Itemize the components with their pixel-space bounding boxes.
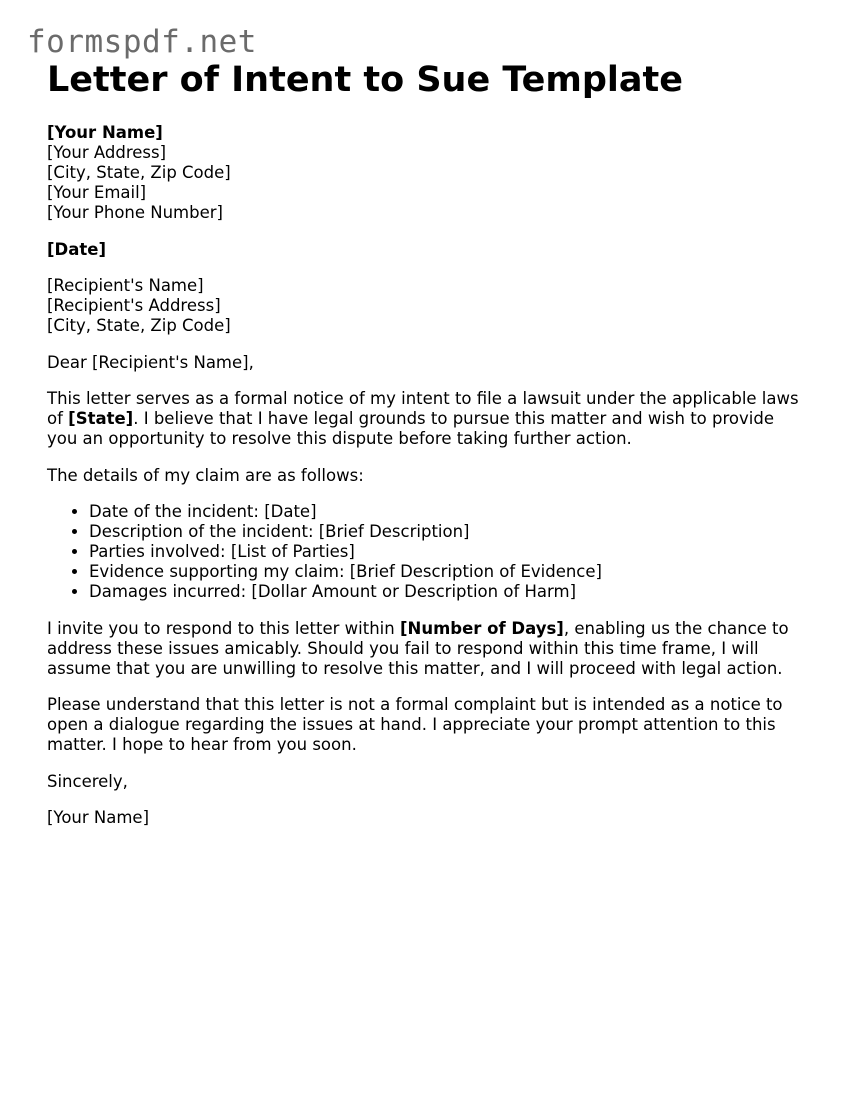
response-paragraph	[47, 619, 817, 679]
list-item: • Description of the incident: [Brief Description]	[89, 522, 817, 542]
list-item: • Parties involved: [List of Parties]	[89, 542, 817, 562]
recipient-name: [Recipient's Name]	[47, 276, 204, 295]
letter-date: [Date]	[47, 239, 106, 259]
list-item: • Date of the incident: [Date]	[89, 502, 817, 522]
intent-paragraph	[47, 389, 817, 449]
paragraph-line: you an opportunity to resolve this dispute before taking further action.	[47, 429, 632, 448]
recipient-block	[47, 276, 817, 336]
document-title: Letter of Intent to Sue Template	[47, 60, 683, 100]
sender-name: [Your Name]	[47, 123, 163, 142]
paragraph-line: address these issues amicably. Should you fail to respond within this time frame, I will	[47, 638, 759, 658]
watermark: formspdf.net	[27, 24, 257, 60]
sender-phone: [Your Phone Number]	[47, 203, 223, 222]
list-item: • Damages incurred: [Dollar Amount or Description of Harm]	[89, 582, 817, 602]
details-intro: The details of my claim are as follows:	[47, 465, 364, 485]
paragraph-line: open a dialogue regarding the issues at hand. I appreciate your prompt attention to this	[47, 715, 776, 734]
state-placeholder: [State]	[68, 409, 134, 428]
paragraph-line: assume that you are unwilling to resolve this matter, and I will proceed with legal action.	[47, 658, 783, 678]
sender-email: [Your Email]	[47, 183, 147, 202]
text-segment: I invite you to respond to this letter within	[47, 618, 400, 638]
recipient-address: [Recipient's Address]	[47, 296, 221, 315]
paragraph-line	[47, 619, 817, 639]
salutation: Dear [Recipient's Name],	[47, 352, 254, 372]
recipient-city: [City, State, Zip Code]	[47, 316, 231, 335]
sender-block	[47, 123, 817, 223]
text-segment: , enabling us the chance to	[563, 618, 789, 638]
text-segment: . I believe that I have legal grounds to pursue this matter and wish to provide	[133, 409, 774, 428]
paragraph-line: This letter serves as a formal notice of my intent to file a lawsuit under the applicable laws	[47, 389, 799, 408]
letter-body	[47, 123, 817, 828]
notice-paragraph	[47, 695, 817, 755]
sender-address: [Your Address]	[47, 143, 167, 162]
claim-details-list	[47, 502, 817, 602]
closing: Sincerely,	[47, 771, 128, 791]
list-item: • Evidence supporting my claim: [Brief Description of Evidence]	[89, 562, 817, 582]
paragraph-line	[47, 409, 817, 429]
paragraph-line: Please understand that this letter is not a formal complaint but is intended as a notice to	[47, 695, 783, 714]
text-segment: of	[47, 409, 69, 428]
signature: [Your Name]	[47, 808, 150, 827]
sender-city: [City, State, Zip Code]	[47, 163, 231, 182]
days-placeholder: [Number of Days]	[399, 618, 564, 638]
paragraph-line: matter. I hope to hear from you soon.	[47, 735, 357, 754]
